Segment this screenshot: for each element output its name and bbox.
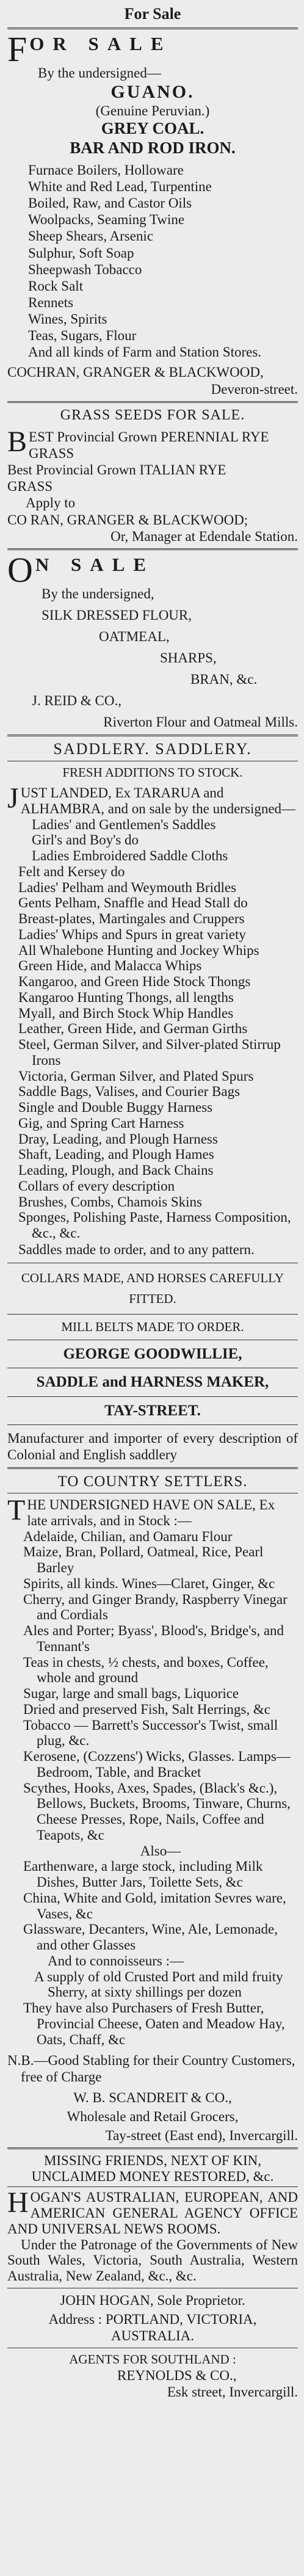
divider	[7, 1424, 298, 1425]
stock-list	[7, 817, 298, 1241]
spacer	[7, 424, 298, 429]
product: BRAN, &c.	[190, 672, 258, 688]
text: Or, Manager at Edendale Station.	[110, 528, 298, 544]
divider	[7, 548, 298, 550]
flour-advertisement	[7, 550, 298, 731]
ad-heading: SADDLERY. SADDLERY.	[53, 739, 252, 758]
list-item: Also—	[140, 1843, 181, 1859]
list-item: Woolpacks, Seaming Twine	[28, 212, 185, 228]
list-item: Cherry, and Ginger Brandy, Raspberry Vinegar and Cordials	[23, 1591, 288, 1623]
list-item: Sheepwash Tobacco	[28, 261, 142, 277]
spacer	[7, 666, 298, 671]
list-item: Dray, Leading, and Plough Harness	[18, 1131, 218, 1147]
list-item: Teas, Sugars, Flour	[28, 328, 137, 344]
list-item: Felt and Kersey do	[18, 863, 125, 879]
list-item: Girl's and Boy's do	[32, 832, 139, 848]
list-item: Glassware, Decanters, Wine, Ale, Lemonade, and other Glasses	[23, 1921, 278, 1953]
divider	[7, 27, 298, 29]
list-item: White and Red Lead, Turpentine	[28, 179, 212, 195]
grass-seeds-advertisement	[7, 407, 298, 545]
iron-title: BAR AND ROD IRON.	[70, 139, 236, 158]
trade-title: SADDLE and HARNESS MAKER,	[36, 1374, 269, 1391]
text: Apply to	[26, 495, 76, 511]
list-item: Gig, and Spring Cart Harness	[18, 1115, 184, 1131]
spacer	[7, 709, 298, 714]
ad-heading	[7, 550, 298, 590]
agent-firm: REYNOLDS & CO.,	[117, 2368, 237, 2384]
list-item: They have also Purchasers of Fresh Butter, Provincial Cheese, Oaten and Meadow Hay, Oats, Chaff, &c	[23, 2000, 285, 2047]
heading-text: OR SALE	[29, 32, 172, 54]
spacer	[7, 645, 298, 650]
firm-name: COCHRAN, GRANGER & BLACKWOOD,	[7, 365, 264, 380]
country-settlers-advertisement	[7, 1473, 298, 2144]
spacer	[7, 602, 298, 607]
divider	[7, 1314, 298, 1315]
stock-list	[7, 162, 298, 361]
divider	[7, 2186, 298, 2187]
firm-address: Tay-street (East end), Invercargill.	[105, 2127, 298, 2143]
divider	[7, 1396, 298, 1397]
list-item: Tobacco — Barrett's Successor's Twist, small plug, &c.	[23, 1717, 278, 1749]
divider	[7, 735, 298, 736]
product: SILK DRESSED FLOUR,	[42, 607, 192, 623]
list-item: Brushes, Combs, Chamois Skins	[18, 1194, 202, 1210]
coal-title: GREY COAL.	[101, 119, 204, 138]
stock-list	[7, 1529, 298, 2048]
list-item: Sheep Shears, Arsenic	[28, 228, 154, 244]
list-item: China, White and Gold, imitation Sevres ware, Vases, &c	[23, 1890, 286, 1921]
divider	[7, 1467, 298, 1469]
list-item: Breast-plates, Martingales and Cruppers	[18, 911, 245, 927]
list-item: Ladies Embroidered Saddle Cloths	[32, 848, 228, 864]
list-item: Leather, Green Hide, and German Girths	[18, 1021, 248, 1037]
list-item: Ladies' Whips and Spurs in great variety	[18, 926, 246, 942]
proprietor-name: GEORGE GOODWILLIE,	[63, 1345, 242, 1362]
list-item: Spirits, all kinds. Wines—Claret, Ginger, &c	[23, 1575, 275, 1591]
text: GRASS	[7, 479, 53, 495]
spacer	[7, 688, 298, 692]
firm-name: CO RAN, GRANGER & BLACKWOOD;	[7, 512, 248, 528]
agent-address: Esk street, Invercargill.	[167, 2384, 298, 2400]
by-line: By the undersigned—	[38, 65, 161, 81]
list-item: Scythes, Hooks, Axes, Spades, (Black's &c.), Bellows, Buckets, Brooms, Tinware, Churns, Cheese Presses, Rope, Nails, Coffee and Teapots, &c	[23, 1780, 291, 1843]
list-item: Single and Double Buggy Harness	[18, 1100, 213, 1116]
divider	[7, 401, 298, 403]
list-item: Steel, German Silver, and Silver-plated Stirrup Irons	[18, 1037, 281, 1068]
list-item: Shaft, Leading, and Plough Hames	[18, 1147, 214, 1163]
list-item: Collars of every description	[18, 1178, 175, 1194]
ad-subheading: FRESH ADDITIONS TO STOCK.	[62, 765, 243, 780]
list-item: Earthenware, a large stock, including Milk Dishes, Butter Jars, Toilette Sets, &c	[23, 1859, 263, 1890]
heading-text: N SALE	[35, 553, 155, 575]
list-item: Green Hide, and Malacca Whips	[18, 958, 202, 974]
list-item: Victoria, German Silver, and Plated Spurs	[18, 1068, 254, 1084]
list-item: Sulphur, Soft Soap	[28, 245, 134, 261]
text: GRASS	[29, 446, 74, 462]
drop-cap: F	[7, 29, 27, 69]
list-item: Boiled, Raw, and Castor Oils	[28, 195, 192, 211]
list-item: Ladies' and Gentlemen's Saddles	[32, 816, 216, 832]
intro-paragraph	[7, 1494, 298, 1529]
intro-paragraph	[7, 782, 298, 817]
firm-name: J. REID & CO.,	[32, 693, 121, 709]
footer-text: Manufacturer and importer of every description of Colonial and English saddlery	[7, 1431, 298, 1463]
nb-note: N.B.—Good Stabling for their Country Customers, free of Charge	[7, 2053, 295, 2085]
text: UST LANDED, Ex TARARUA and ALHAMBRA, and on sale by the undersigned—	[20, 785, 296, 816]
list-item: Rennets	[28, 294, 74, 310]
drop-cap: T	[7, 1494, 26, 1527]
text: HE UNDERSIGNED HAVE ON SALE, Ex late arrivals, and in Stock :—	[27, 1497, 275, 1528]
saddlery-advertisement	[7, 740, 298, 1464]
list-item: Ladies' Pelham and Weymouth Bridles	[18, 879, 237, 895]
list-item: Rock Salt	[28, 278, 84, 294]
list-item: Leading, Plough, and Back Chains	[18, 1163, 214, 1178]
list-item: Kangaroo Hunting Thongs, all lengths	[18, 989, 234, 1005]
agency-address: Address : PORTLAND, VICTORIA, AUSTRALIA.	[48, 2312, 257, 2344]
list-item: Sugar, large and small bags, Liquorice	[23, 1686, 239, 1702]
patronage-text: Under the Patronage of the Governments of New South Wales, Victoria, South Australia, Western Australia, New Zealand, &c., &c.	[7, 2237, 298, 2284]
list-item: Furnace Boilers, Holloware	[28, 162, 184, 178]
list-item: And to connoisseurs :—	[48, 1953, 184, 1968]
list-item: Saddle Bags, Valises, and Courier Bags	[18, 1084, 241, 1100]
firm-subtitle: Wholesale and Retail Grocers,	[67, 2108, 239, 2124]
list-item: Wines, Spirits	[28, 311, 107, 327]
list-item: Ales and Porter; Byass', Blood's, Bridge's, and Tennant's	[23, 1623, 284, 1654]
hogan-agency-advertisement	[7, 2153, 298, 2400]
text: EST Provincial Grown PERENNIAL RYE	[29, 429, 269, 444]
text: OGAN'S AUSTRALIAN, EUROPEAN, AND AMERICAN GENERAL AGENCY OFFICE AND UNIVERSAL NEWS ROOMS.	[7, 2190, 298, 2237]
guano-subtitle: (Genuine Peruvian.)	[95, 103, 210, 119]
list-item: And all kinds of Farm and Station Stores.	[28, 344, 262, 360]
firm-address: Deveron-street.	[211, 381, 298, 397]
drop-cap: B	[7, 425, 27, 458]
paragraph	[7, 425, 298, 462]
drop-cap: H	[7, 2186, 29, 2219]
drop-cap: J	[7, 782, 19, 815]
list-item: Maize, Bran, Pollard, Oatmeal, Rice, Pearl Barley	[23, 1544, 264, 1576]
firm-address: Riverton Flour and Oatmeal Mills.	[103, 714, 298, 730]
list-item: Kerosene, (Cozzens') Wicks, Glasses. Lamps—Bedroom, Table, and Bracket	[23, 1749, 291, 1780]
list-item: Adelaide, Chilian, and Oamaru Flour	[23, 1528, 233, 1544]
guano-advertisement	[7, 29, 298, 397]
list-item: Kangaroo, and Green Hide Stock Thongs	[18, 974, 251, 990]
list-item: Gents Pelham, Snaffle and Head Stall do	[18, 895, 248, 911]
belts-note: MILL BELTS MADE TO ORDER.	[61, 1319, 244, 1335]
note: Saddles made to order, and to any pattern.	[18, 1241, 255, 1257]
list-item: Teas in chests, ½ chests, and boxes, Coffee, whole and ground	[23, 1654, 269, 1686]
spacer	[7, 2047, 298, 2052]
street-name: TAY-STREET.	[104, 1402, 201, 1419]
list-item: A supply of old Crusted Port and mild fruity Sherry, at sixty shillings per dozen	[34, 1968, 283, 2000]
proprietor-name: JOHN HOGAN, Sole Proprietor.	[60, 2292, 245, 2308]
divider	[7, 2147, 298, 2149]
list-item: Sponges, Polishing Paste, Harness Composition, &c., &c.	[18, 1210, 291, 1241]
drop-cap: O	[7, 550, 33, 590]
intro-paragraph	[7, 2186, 298, 2237]
product: SHARPS,	[160, 650, 217, 666]
product: OATMEAL,	[99, 628, 170, 644]
list-item: Dried and preserved Fish, Salt Herrings, &c	[23, 1701, 270, 1717]
collars-note: COLLARS MADE, AND HORSES CAREFULLY FITTED.	[21, 1270, 284, 1306]
spacer	[7, 623, 298, 628]
agents-label: AGENTS FOR SOUTHLAND :	[69, 2352, 236, 2367]
page-title: For Sale	[124, 5, 181, 23]
ad-heading: MISSING FRIENDS, NEXT OF KIN, UNCLAIMED MONEY RESTORED, &c.	[31, 2152, 274, 2184]
list-item: All Whalebone Hunting and Jockey Whips	[18, 942, 259, 958]
firm-name: W. B. SCANDREIT & CO.,	[73, 2089, 232, 2105]
by-line: By the undersigned,	[42, 586, 154, 601]
list-item: Myall, and Birch Stock Whip Handles	[18, 1005, 234, 1021]
guano-title: GUANO.	[110, 81, 195, 102]
ad-heading	[7, 29, 298, 69]
ad-heading: TO COUNTRY SETTLERS.	[57, 1473, 248, 1490]
text: Best Provincial Grown ITALIAN RYE	[7, 462, 226, 478]
ad-heading: GRASS SEEDS FOR SALE.	[60, 407, 245, 423]
